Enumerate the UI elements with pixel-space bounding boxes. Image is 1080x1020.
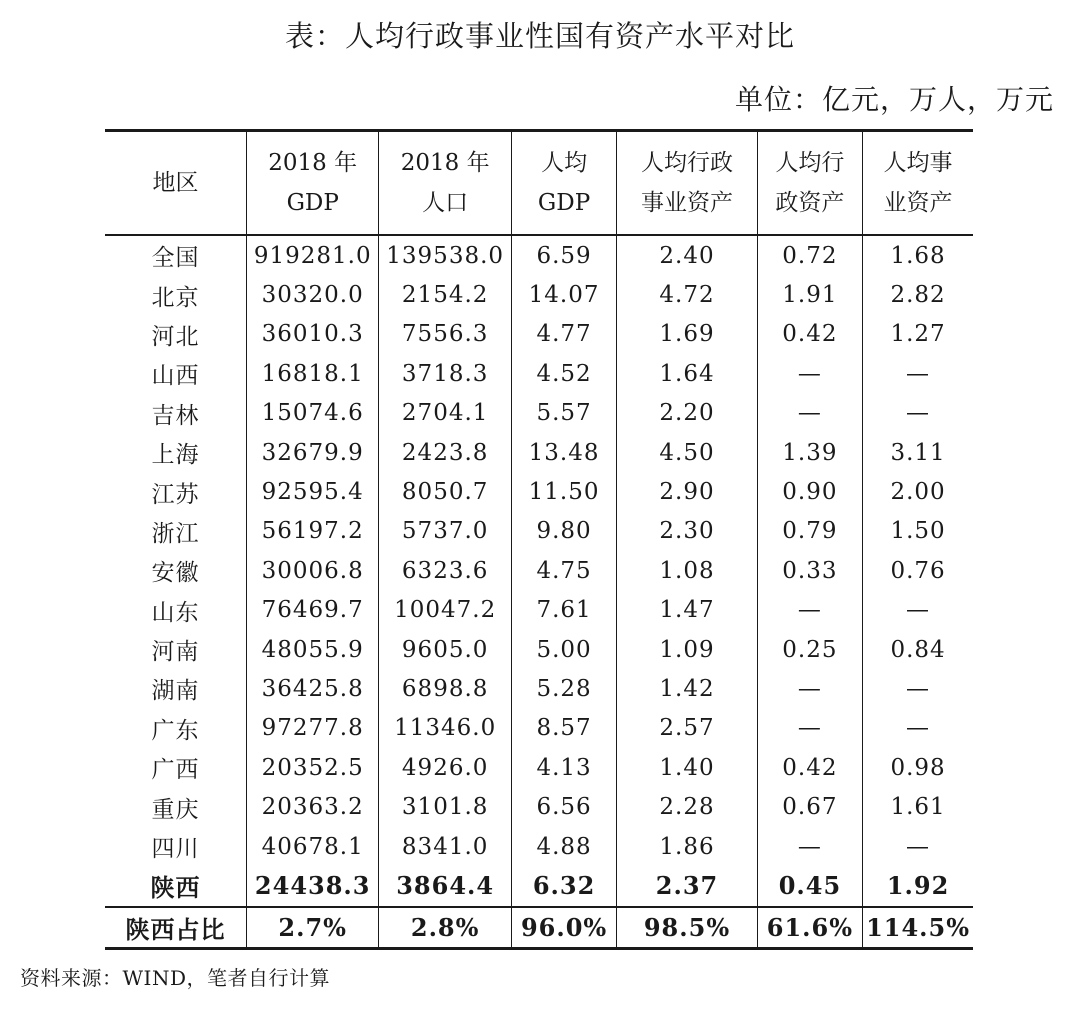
region-cell: 上海 <box>105 433 246 472</box>
value-cell: 4.72 <box>617 275 757 314</box>
region-cell: 河北 <box>105 315 246 354</box>
value-cell: 0.90 <box>757 472 862 511</box>
value-cell: 4.13 <box>511 748 616 787</box>
value-cell: — <box>757 669 862 708</box>
region-cell: 陕西 <box>105 866 246 906</box>
value-cell: 1.08 <box>617 551 757 590</box>
value-cell: 2.00 <box>863 472 973 511</box>
value-cell: 0.25 <box>757 630 862 669</box>
value-cell: 9605.0 <box>379 630 511 669</box>
value-cell: 0.79 <box>757 512 862 551</box>
value-cell: 0.76 <box>863 551 973 590</box>
value-cell: 2.20 <box>617 394 757 433</box>
value-cell: 8050.7 <box>379 472 511 511</box>
value-cell: 61.6% <box>757 907 862 949</box>
value-cell: 1.09 <box>617 630 757 669</box>
table-row <box>105 827 973 866</box>
value-cell: 4.50 <box>617 433 757 472</box>
value-cell: 0.33 <box>757 551 862 590</box>
value-cell: — <box>863 591 973 630</box>
region-cell: 河南 <box>105 630 246 669</box>
table-row <box>105 315 973 354</box>
value-cell: 2.7% <box>246 907 378 949</box>
column-header-line: 2018 年 <box>268 150 358 176</box>
value-cell: 2423.8 <box>379 433 511 472</box>
table-title: 表：人均行政事业性国有资产水平对比 <box>284 19 795 53</box>
table-row <box>105 551 973 590</box>
table-row <box>105 669 973 708</box>
value-cell: 16818.1 <box>246 354 378 393</box>
value-cell: 0.72 <box>757 235 862 275</box>
value-cell: 11.50 <box>511 472 616 511</box>
value-cell: — <box>863 827 973 866</box>
column-header-line: 人均行 <box>775 150 845 176</box>
column-header-line: 事业资产 <box>640 190 733 216</box>
table-row <box>105 433 973 472</box>
value-cell: 1.50 <box>863 512 973 551</box>
value-cell: 0.42 <box>757 315 862 354</box>
value-cell: 1.86 <box>617 827 757 866</box>
region-cell: 广西 <box>105 748 246 787</box>
value-cell: 7.61 <box>511 591 616 630</box>
region-cell: 全国 <box>105 235 246 275</box>
value-cell: 2.90 <box>617 472 757 511</box>
column-header <box>379 131 511 236</box>
region-cell: 山东 <box>105 591 246 630</box>
value-cell: 11346.0 <box>379 709 511 748</box>
value-cell: 6898.8 <box>379 669 511 708</box>
value-cell: — <box>863 709 973 748</box>
value-cell: — <box>757 394 862 433</box>
value-cell: 8.57 <box>511 709 616 748</box>
value-cell: 5737.0 <box>379 512 511 551</box>
value-cell: 1.47 <box>617 591 757 630</box>
region-cell: 北京 <box>105 275 246 314</box>
column-header <box>105 131 246 236</box>
value-cell: 114.5% <box>863 907 973 949</box>
region-cell: 湖南 <box>105 669 246 708</box>
value-cell: 5.00 <box>511 630 616 669</box>
value-cell: 20363.2 <box>246 787 378 826</box>
table-row <box>105 275 973 314</box>
source-note: 资料来源：WIND，笔者自行计算 <box>20 966 330 990</box>
value-cell: 3101.8 <box>379 787 511 826</box>
value-cell: 1.42 <box>617 669 757 708</box>
value-cell: 0.67 <box>757 787 862 826</box>
value-cell: 98.5% <box>617 907 757 949</box>
value-cell: 56197.2 <box>246 512 378 551</box>
value-cell: 1.69 <box>617 315 757 354</box>
value-cell: 0.45 <box>757 866 862 906</box>
column-header-line: 2018 年 <box>400 150 490 176</box>
value-cell: — <box>863 669 973 708</box>
value-cell: — <box>757 354 862 393</box>
value-cell: 2154.2 <box>379 275 511 314</box>
value-cell: — <box>863 354 973 393</box>
table-row <box>105 748 973 787</box>
value-cell: 4.88 <box>511 827 616 866</box>
value-cell: 3718.3 <box>379 354 511 393</box>
column-header-line: 人均 <box>541 150 588 176</box>
value-cell: 2.8% <box>379 907 511 949</box>
value-cell: 919281.0 <box>246 235 378 275</box>
header-row <box>105 131 973 236</box>
value-cell: 6.32 <box>511 866 616 906</box>
column-header-line: 政资产 <box>775 190 845 216</box>
value-cell: 15074.6 <box>246 394 378 433</box>
value-cell: 32679.9 <box>246 433 378 472</box>
table-row <box>105 630 973 669</box>
value-cell: 36010.3 <box>246 315 378 354</box>
column-header-line: GDP <box>537 190 591 216</box>
column-header <box>863 131 973 236</box>
region-cell: 广东 <box>105 709 246 748</box>
region-cell: 山西 <box>105 354 246 393</box>
share-row <box>105 907 973 949</box>
data-table <box>105 129 973 950</box>
column-header-line: 业资产 <box>883 190 953 216</box>
region-cell: 陕西占比 <box>105 907 246 949</box>
unit-note: 单位：亿元，万人，万元 <box>734 83 1054 116</box>
value-cell: 8341.0 <box>379 827 511 866</box>
value-cell: 10047.2 <box>379 591 511 630</box>
table-row <box>105 787 973 826</box>
region-cell: 浙江 <box>105 512 246 551</box>
value-cell: 30006.8 <box>246 551 378 590</box>
column-header-line: 人均事 <box>883 150 953 176</box>
value-cell: 6.56 <box>511 787 616 826</box>
value-cell: 2.30 <box>617 512 757 551</box>
value-cell: 4.52 <box>511 354 616 393</box>
value-cell: 2.57 <box>617 709 757 748</box>
value-cell: 13.48 <box>511 433 616 472</box>
highlight-row <box>105 866 973 906</box>
value-cell: 1.64 <box>617 354 757 393</box>
value-cell: 76469.7 <box>246 591 378 630</box>
value-cell: 6323.6 <box>379 551 511 590</box>
table-row <box>105 591 973 630</box>
value-cell: 4.77 <box>511 315 616 354</box>
value-cell: — <box>757 709 862 748</box>
value-cell: 92595.4 <box>246 472 378 511</box>
value-cell: 6.59 <box>511 235 616 275</box>
value-cell: 30320.0 <box>246 275 378 314</box>
value-cell: 4.75 <box>511 551 616 590</box>
table-row <box>105 512 973 551</box>
value-cell: 96.0% <box>511 907 616 949</box>
value-cell: 2.37 <box>617 866 757 906</box>
table-row <box>105 472 973 511</box>
table-row <box>105 354 973 393</box>
table-row <box>105 709 973 748</box>
column-header <box>246 131 378 236</box>
value-cell: 97277.8 <box>246 709 378 748</box>
value-cell: 5.28 <box>511 669 616 708</box>
value-cell: 139538.0 <box>379 235 511 275</box>
value-cell: 1.39 <box>757 433 862 472</box>
value-cell: 5.57 <box>511 394 616 433</box>
value-cell: 2.40 <box>617 235 757 275</box>
value-cell: 24438.3 <box>246 866 378 906</box>
value-cell: 1.92 <box>863 866 973 906</box>
value-cell: 2.28 <box>617 787 757 826</box>
region-cell: 四川 <box>105 827 246 866</box>
value-cell: 2.82 <box>863 275 973 314</box>
value-cell: 1.68 <box>863 235 973 275</box>
table-row <box>105 394 973 433</box>
value-cell: 1.40 <box>617 748 757 787</box>
value-cell: 4926.0 <box>379 748 511 787</box>
column-header <box>757 131 862 236</box>
column-header-line: 地区 <box>152 170 199 196</box>
region-cell: 安徽 <box>105 551 246 590</box>
value-cell: — <box>757 827 862 866</box>
value-cell: 40678.1 <box>246 827 378 866</box>
column-header-line: 人口 <box>422 190 469 216</box>
value-cell: 3864.4 <box>379 866 511 906</box>
value-cell: 7556.3 <box>379 315 511 354</box>
value-cell: — <box>757 591 862 630</box>
region-cell: 吉林 <box>105 394 246 433</box>
column-header <box>617 131 757 236</box>
value-cell: 1.91 <box>757 275 862 314</box>
value-cell: 48055.9 <box>246 630 378 669</box>
value-cell: 14.07 <box>511 275 616 314</box>
column-header-line: 人均行政 <box>640 150 733 176</box>
value-cell: 0.42 <box>757 748 862 787</box>
value-cell: — <box>863 394 973 433</box>
value-cell: 3.11 <box>863 433 973 472</box>
table-row <box>105 235 973 275</box>
value-cell: 1.27 <box>863 315 973 354</box>
column-header-line: GDP <box>286 190 339 216</box>
value-cell: 20352.5 <box>246 748 378 787</box>
region-cell: 江苏 <box>105 472 246 511</box>
value-cell: 36425.8 <box>246 669 378 708</box>
region-cell: 重庆 <box>105 787 246 826</box>
value-cell: 9.80 <box>511 512 616 551</box>
value-cell: 0.98 <box>863 748 973 787</box>
value-cell: 0.84 <box>863 630 973 669</box>
value-cell: 2704.1 <box>379 394 511 433</box>
column-header <box>511 131 616 236</box>
value-cell: 1.61 <box>863 787 973 826</box>
